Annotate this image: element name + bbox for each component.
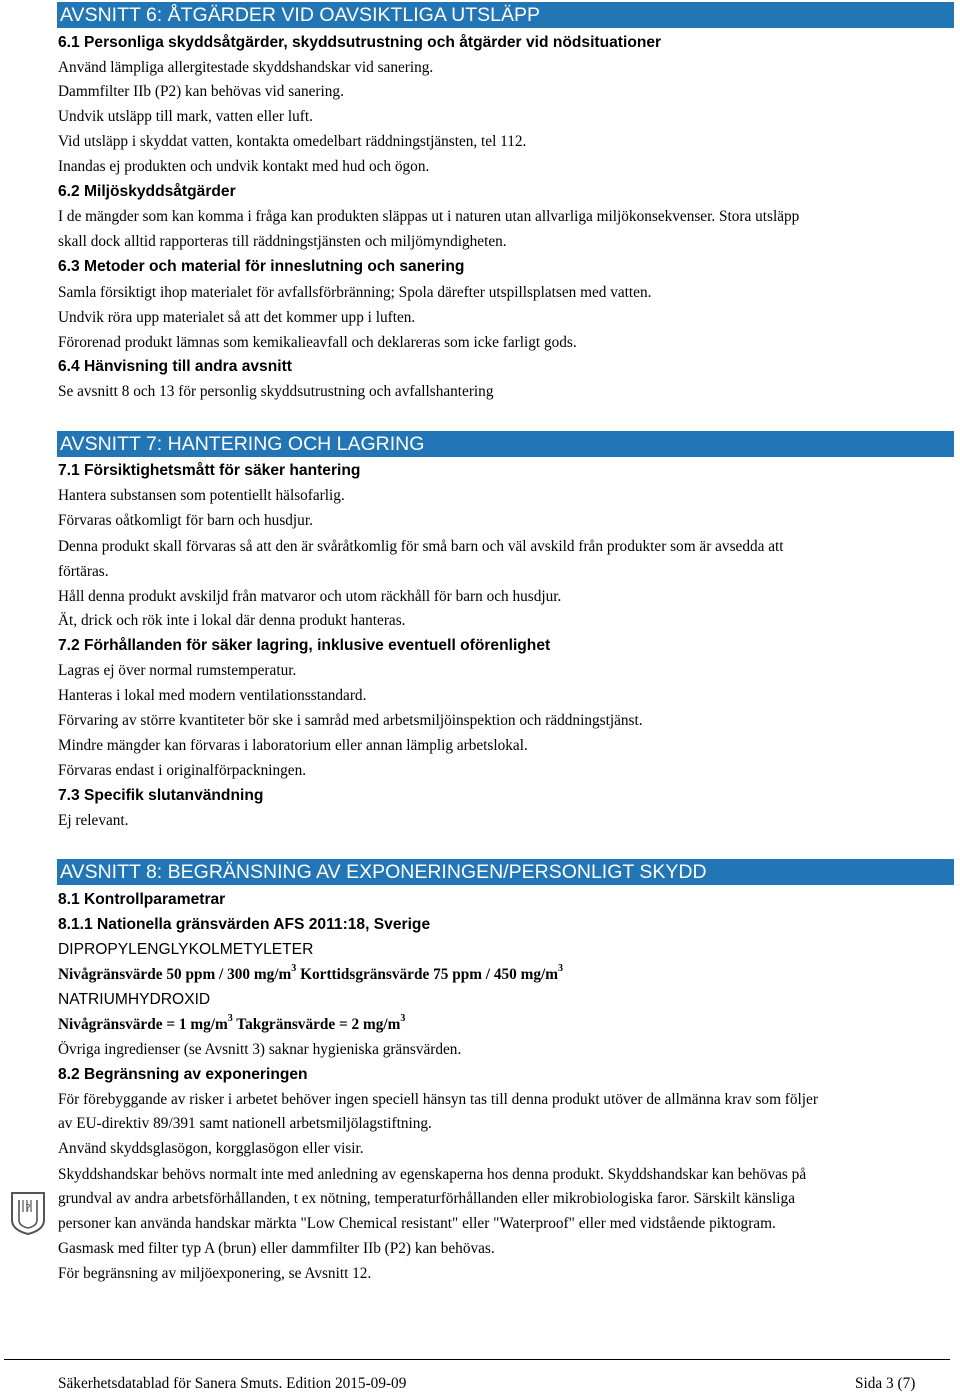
footer-divider — [4, 1359, 950, 1360]
footer-page-number: Sida 3 (7) — [855, 1375, 916, 1392]
heading-7-1: 7.1 Försiktighetsmått för säker hantering — [58, 462, 361, 479]
superscript: 3 — [227, 1012, 233, 1024]
section-7-title: AVSNITT 7: HANTERING OCH LAGRING — [57, 431, 954, 457]
substance-name: DIPROPYLENGLYKOLMETYLETER — [58, 941, 314, 958]
text-line: personer kan använda handskar märkta "Low Chemical resistant" eller "Waterproof" eller med vidstående piktogram. — [58, 1215, 776, 1232]
text-line: Dammfilter IIb (P2) kan behövas vid sanering. — [58, 83, 344, 100]
limit-text: Nivågränsvärde = 1 mg/m — [58, 1016, 228, 1033]
text-line: Vid utsläpp i skyddat vatten, kontakta omedelbart räddningstjänsten, tel 112. — [58, 133, 527, 150]
text-line: Undvik röra upp materialet så att det kommer upp i luften. — [58, 309, 416, 326]
text-line: Gasmask med filter typ A (brun) eller dammfilter IIb (P2) kan behövas. — [58, 1240, 495, 1257]
superscript: 3 — [558, 962, 564, 974]
section-6-title: AVSNITT 6: ÅTGÄRDER VID OAVSIKTLIGA UTSLÄPP — [57, 2, 954, 28]
limit-values-line — [58, 1012, 406, 1035]
text-line: Ej relevant. — [58, 812, 129, 829]
text-line: Skyddshandskar behövs normalt inte med anledning av egenskaperna hos denna produkt. Skyddshandskar kan behövas på — [58, 1166, 807, 1183]
text-line: förtäras. — [58, 563, 109, 580]
text-line: Denna produkt skall förvaras så att den är svåråtkomlig för små barn och väl avskild från produkter som är avsedda att — [58, 538, 784, 555]
heading-8-1: 8.1 Kontrollparametrar — [58, 891, 226, 908]
text-line: Använd lämpliga allergitestade skyddshandskar vid sanering. — [58, 59, 434, 76]
limit-text: Nivågränsvärde 50 ppm / 300 mg/m — [58, 966, 292, 983]
text-line: Håll denna produkt avskiljd från matvaror och utom räckhåll för barn och husdjur. — [58, 588, 562, 605]
text-line: Lagras ej över normal rumstemperatur. — [58, 662, 297, 679]
text-line: Förvaring av större kvantiteter bör ske i samråd med arbetsmiljöinspektion och räddningstjänst. — [58, 712, 643, 729]
text-line: Använd skyddsglasögon, korgglasögon eller visir. — [58, 1140, 364, 1157]
heading-6-3: 6.3 Metoder och material för inneslutning och sanering — [58, 258, 465, 275]
limit-values-line — [58, 962, 564, 985]
heading-6-4: 6.4 Hänvisning till andra avsnitt — [58, 358, 292, 375]
text-line: Hantera substansen som potentiellt hälsofarlig. — [58, 487, 345, 504]
svg-text:?: ? — [25, 1203, 31, 1214]
text-line: Inandas ej produkten och undvik kontakt med hud och ögon. — [58, 158, 430, 175]
text-line: Undvik utsläpp till mark, vatten eller luft. — [58, 108, 313, 125]
section-8-title: AVSNITT 8: BEGRÄNSNING AV EXPONERINGEN/PERSONLIGT SKYDD — [57, 859, 954, 885]
text-line: Övriga ingredienser (se Avsnitt 3) saknar hygieniska gränsvärden. — [58, 1041, 462, 1058]
footer-document-info: Säkerhetsdatablad för Sanera Smuts. Edition 2015-09-09 — [58, 1375, 407, 1392]
text-line: Se avsnitt 8 och 13 för personlig skyddsutrustning och avfallshantering — [58, 383, 494, 400]
text-line: För begränsning av miljöexponering, se Avsnitt 12. — [58, 1265, 372, 1282]
heading-6-2: 6.2 Miljöskyddsåtgärder — [58, 183, 236, 200]
text-line: Förorenad produkt lämnas som kemikalieavfall och deklareras som icke farligt gods. — [58, 334, 577, 351]
heading-7-2: 7.2 Förhållanden för säker lagring, inklusive eventuell oförenlighet — [58, 637, 551, 654]
heading-7-3: 7.3 Specifik slutanvändning — [58, 787, 264, 804]
text-line: Förvaras endast i originalförpackningen. — [58, 762, 307, 779]
glove-pictogram-icon — [8, 1190, 48, 1236]
limit-text: Takgränsvärde = 2 mg/m — [232, 1016, 401, 1033]
heading-8-2: 8.2 Begränsning av exponeringen — [58, 1066, 308, 1083]
text-line: skall dock alltid rapporteras till räddningstjänsten och miljömyndigheten. — [58, 233, 507, 250]
text-line: Samla försiktigt ihop materialet för avfallsförbränning; Spola därefter utspillsplatsen med vatten. — [58, 284, 652, 301]
substance-name: NATRIUMHYDROXID — [58, 991, 211, 1008]
superscript: 3 — [291, 962, 297, 974]
text-line: Ät, drick och rök inte i lokal där denna produkt hanteras. — [58, 612, 406, 629]
text-line: Mindre mängder kan förvaras i laboratorium eller annan lämplig arbetslokal. — [58, 737, 528, 754]
text-line: För förebyggande av risker i arbetet behöver ingen speciell hänsyn tas till denna produkt utöver de allmänna krav som följer — [58, 1091, 818, 1108]
text-line: Förvaras oåtkomligt för barn och husdjur. — [58, 512, 313, 529]
limit-text: Korttidsgränsvärde 75 ppm / 450 mg/m — [296, 966, 559, 983]
text-line: Hanteras i lokal med modern ventilationsstandard. — [58, 687, 367, 704]
heading-8-1-1: 8.1.1 Nationella gränsvärden AFS 2011:18, Sverige — [58, 916, 431, 933]
text-line: grundval av andra arbetsförhållanden, t ex nötning, temperaturförhållanden eller mikrobiologiska faror. Särskilt känsliga — [58, 1190, 795, 1207]
text-line: av EU-direktiv 89/391 samt nationell arbetsmiljölagstiftning. — [58, 1115, 432, 1132]
superscript: 3 — [400, 1012, 406, 1024]
heading-6-1: 6.1 Personliga skyddsåtgärder, skyddsutrustning och åtgärder vid nödsituationer — [58, 34, 662, 51]
text-line: I de mängder som kan komma i fråga kan produkten släppas ut i naturen utan allvarliga miljökonsekvenser. Stora utsläpp — [58, 208, 800, 225]
